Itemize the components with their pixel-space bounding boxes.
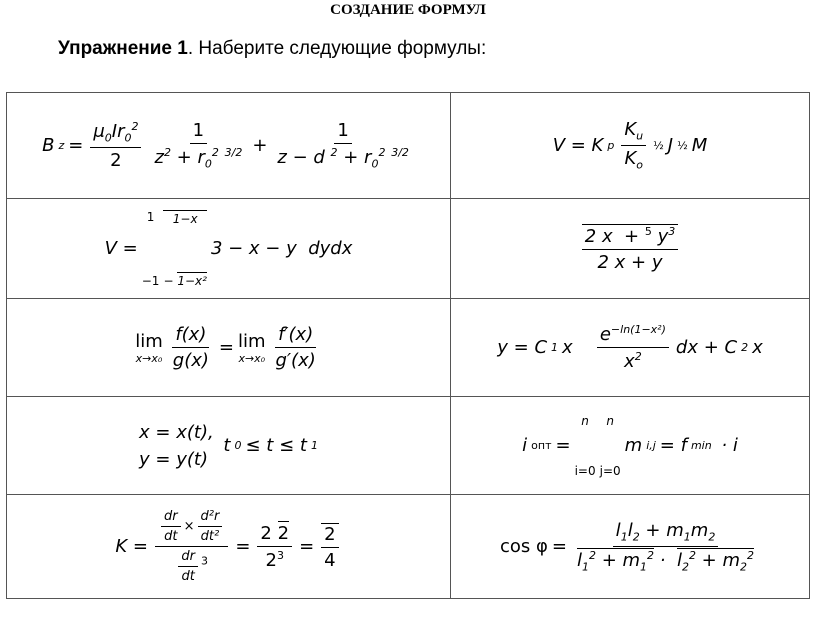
table-row <box>7 199 810 299</box>
table-row <box>7 299 810 397</box>
exercise-number: Упражнение 1 <box>58 38 188 59</box>
table-row <box>7 93 810 199</box>
exercise-instruction: . Наберите следующие формулы: <box>187 38 487 59</box>
formula-lhopital: lim x→x₀ $\frac{f(x)}{g(x)}$ = lim x→x₀ $\frac{f'(x)}{g'(x)}$ <box>7 299 451 397</box>
formula-table <box>6 92 810 599</box>
formula-root-fraction: $\frac{2 x + ^5 y^3}{2 x + y}$ <box>451 199 810 299</box>
formula-double-sum: i опт = n i=0 n j=0 m i,j = f min · i <box>451 397 810 495</box>
formula-integral-solution: y = C 1 x $\frac{e^{-ln(1-x^2)}}{x^2}$ dx + C 2 x <box>451 299 810 397</box>
formula-parametric: x = x(t), y = y(t) t 0 ≤ t ≤ t 1 <box>7 397 451 495</box>
exercise-heading <box>58 38 486 60</box>
formula-cosine-angle: cos φ = $\frac{l_1l_2 + m_1m_2}{l_1^2 + m_1^2 \cdot l_2^2 + m_2^2}$ <box>451 495 810 599</box>
formula-volume-coefficients: V = K p $\frac{K_u}{K_o}$ ½ J ½ M <box>451 93 810 199</box>
page-title: СОЗДАНИЕ ФОРМУЛ <box>330 2 486 18</box>
table-row <box>7 495 810 599</box>
table-row <box>7 397 810 495</box>
formula-double-integral: V = 1 −1 1−x − 1−x² 3 − x − y dydx <box>7 199 451 299</box>
formula-magnetic-field: B z = $\frac{\mu_0Ir_0^2}{2}$ $\frac{1}{z^2 + r_0^2 ^{3/2}}$ + $\frac{1}{z - d ^2 + r_0^2 ^{3/2}}$ <box>7 93 451 199</box>
formula-curvature: K = $\frac{dr}{dt}$ × $\frac{\text{d²r}}{\text{dt²}}$ $\frac{dr}{dt}$ $^3$ = $\frac{2 2}{2^3}$ = $\frac{2}{4}$ <box>7 495 451 599</box>
